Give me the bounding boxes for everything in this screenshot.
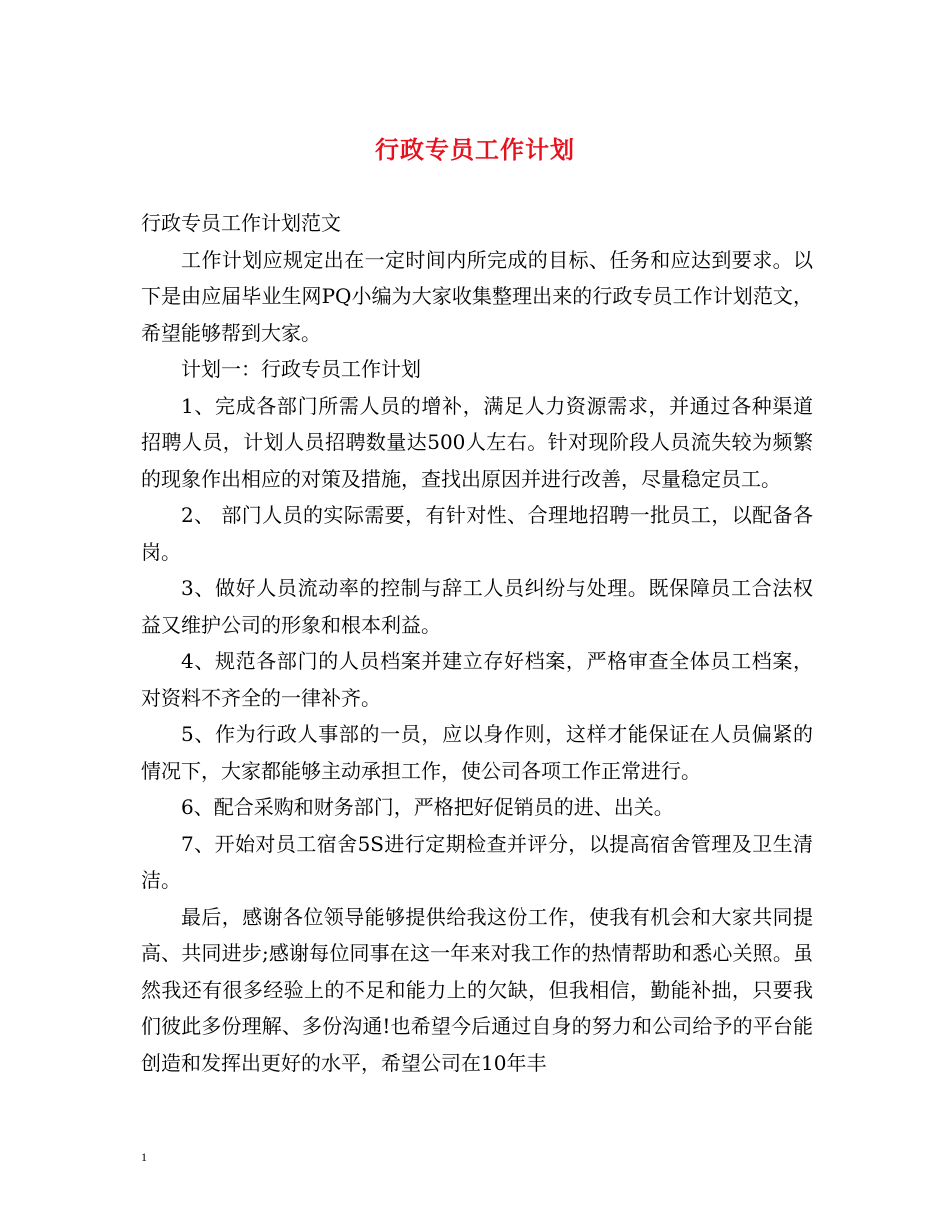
paragraph-item-7: 7、开始对员工宿舍5S进行定期检查并评分，以提高宿舍管理及卫生清洁。 <box>141 831 813 892</box>
paragraph-item-5: 5、作为行政人事部的一员，应以身作则，这样才能保证在人员偏紧的情况下，大家都能够主动承担工作，使公司各项工作正常进行。 <box>141 722 813 783</box>
paragraph-item-1: 1、完成各部门所需人员的增补，满足人力资源需求，并通过各种渠道招聘人员，计划人员招聘数量达500人左右。针对现阶段人员流失较为频繁的现象作出相应的对策及措施，查找出原因并进行改善，尽量稳定员工。 <box>141 393 813 491</box>
document-title: 行政专员工作计划 <box>375 135 575 164</box>
paragraph-item-2: 2、 部门人员的实际需要，有针对性、合理地招聘一批员工，以配备各岗。 <box>141 503 813 564</box>
paragraph-closing: 最后，感谢各位领导能够提供给我这份工作，使我有机会和大家共同提高、共同进步;感谢每位同事在这一年来对我工作的热情帮助和悉心关照。虽然我还有很多经验上的不足和能力上的欠缺，但我相信，勤能补拙，只要我们彼此多份理解、多份沟通!也希望今后通过自身的努力和公司给予的平台能创造和发挥出更好的水平，希望公司在10年丰 <box>141 904 813 1075</box>
paragraph-plan-heading: 计划一：行政专员工作计划 <box>181 357 421 381</box>
paragraph-item-4: 4、规范各部门的人员档案并建立存好档案，严格审查全体员工档案，对资料不齐全的一律补齐。 <box>141 649 813 710</box>
paragraph-item-3: 3、做好人员流动率的控制与辞工人员纠纷与处理。既保障员工合法权益又维护公司的形象和根本利益。 <box>141 576 813 637</box>
document-body <box>141 205 813 1081</box>
paragraph-item-6: 6、配合采购和财务部门，严格把好促销员的进、出关。 <box>181 795 674 819</box>
page-number: 1 <box>141 1150 147 1164</box>
paragraph-subtitle: 行政专员工作计划范文 <box>141 211 341 235</box>
paragraph-intro: 工作计划应规定出在一定时间内所完成的目标、任务和应达到要求。以下是由应届毕业生网PQ小编为大家收集整理出来的行政专员工作计划范文，希望能够帮到大家。 <box>141 247 813 345</box>
